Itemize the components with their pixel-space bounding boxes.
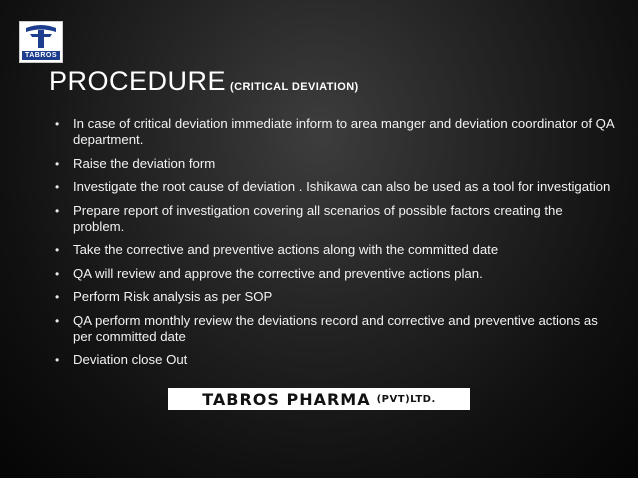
list-item: • Perform Risk analysis as per SOP	[55, 289, 615, 305]
banner-name: TABROS PHARMA	[202, 389, 371, 409]
list-item: • Raise the deviation form	[55, 156, 615, 172]
slide-title	[49, 66, 359, 97]
slide-subtitle: (CRITICAL DEVIATION)	[230, 81, 359, 93]
list-item: • In case of critical deviation immediate inform to area manger and deviation coordinator of QA department.	[55, 116, 615, 148]
slide-title-text: PROCEDURE	[49, 66, 227, 96]
logo-emblem-icon	[20, 22, 62, 52]
list-item: • Deviation close Out	[55, 352, 615, 368]
logo-text: TABROS	[22, 51, 60, 60]
company-logo	[19, 21, 63, 63]
list-item: • Take the corrective and preventive actions along with the committed date	[55, 242, 615, 258]
list-item: • QA perform monthly review the deviations record and corrective and preventive actions as per committed date	[55, 313, 615, 345]
company-banner	[168, 388, 470, 410]
bullet-list	[55, 116, 615, 376]
banner-suffix: (PVT)LTD.	[376, 393, 436, 405]
list-item: • Investigate the root cause of deviation . Ishikawa can also be used as a tool for investigation	[55, 179, 615, 195]
list-item: • QA will review and approve the corrective and preventive actions plan.	[55, 266, 615, 282]
list-item: • Prepare report of investigation covering all scenarios of possible factors creating the problem.	[55, 203, 615, 235]
